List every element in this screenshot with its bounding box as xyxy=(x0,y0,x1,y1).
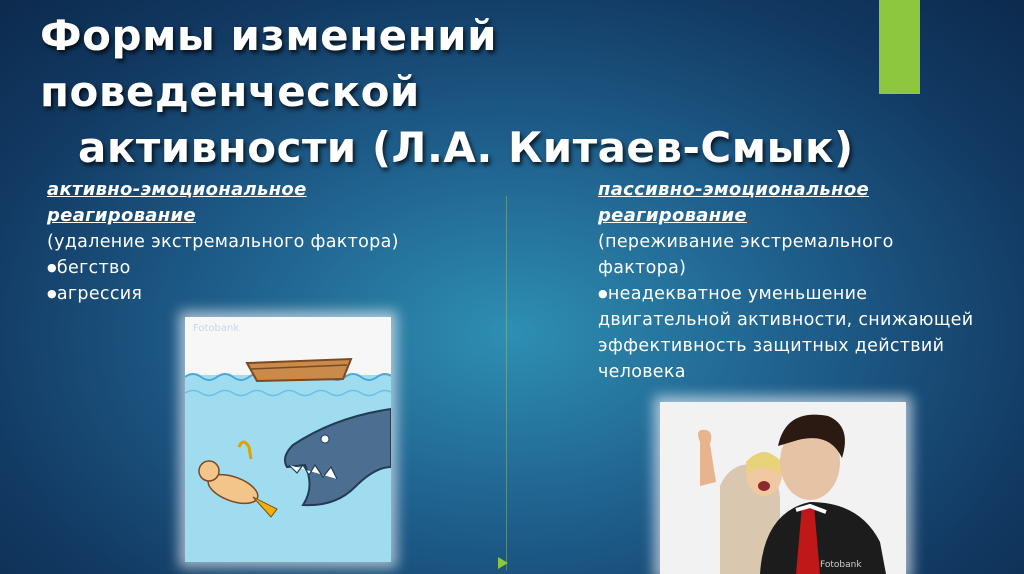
shark-watermark: Fotobank xyxy=(193,323,240,334)
people-photo-icon xyxy=(660,402,906,574)
left-note: (удаление экстремального фактора) xyxy=(47,232,399,252)
title-line-1: Формы изменений поведенческой xyxy=(40,11,498,116)
left-item-label: бегство xyxy=(56,258,131,278)
left-item-aggression xyxy=(47,281,487,307)
shark-scene-icon xyxy=(185,317,391,562)
left-heading-line-2: реагирование xyxy=(47,205,196,226)
slide-title xyxy=(40,8,870,176)
right-item-line-3: эффективность защитных действий xyxy=(598,336,945,356)
left-column xyxy=(47,177,487,307)
accent-bar xyxy=(879,0,920,94)
left-item-label: агрессия xyxy=(56,284,143,304)
left-heading-line-1: активно-эмоциональное xyxy=(47,179,307,200)
right-note-line-2: фактора) xyxy=(598,258,687,278)
shark-illustration xyxy=(185,317,391,562)
left-item-flight xyxy=(47,255,487,281)
right-item-label: неадекватное уменьшение xyxy=(607,284,868,304)
right-item-line-4: человека xyxy=(598,362,686,382)
right-heading-line-2: реагирование xyxy=(598,205,747,226)
people-photo xyxy=(660,402,906,574)
right-heading-line-1: пассивно-эмоциональное xyxy=(598,179,870,200)
right-column xyxy=(598,177,1018,385)
column-divider xyxy=(506,196,507,570)
right-item-line-1 xyxy=(598,281,1018,307)
right-item-line-2: двигательной активности, снижающей xyxy=(598,310,974,330)
title-line-2: активности (Л.А. Китаев-Смык) xyxy=(78,123,854,172)
right-note-line-1: (переживание экстремального xyxy=(598,232,894,252)
people-watermark: Fotobank xyxy=(820,560,862,570)
play-arrow-icon xyxy=(498,557,508,569)
